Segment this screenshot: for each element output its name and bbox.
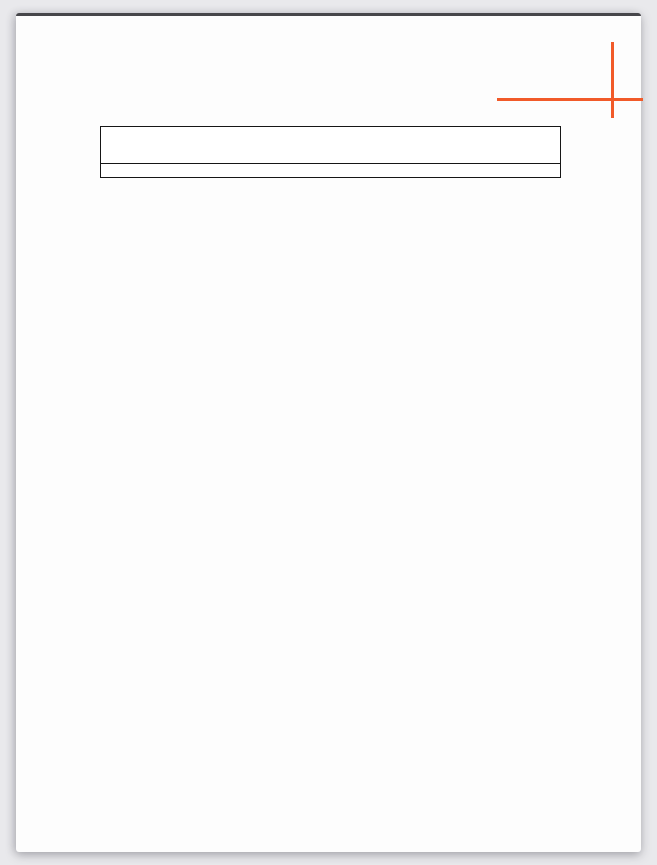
report-title-block (101, 127, 560, 163)
sgs-logo-vertical-line (611, 42, 614, 118)
report-page (16, 13, 641, 852)
copyright-section (101, 163, 560, 177)
test-report-table (100, 126, 561, 178)
sgs-logo-horizontal-line (497, 98, 643, 101)
